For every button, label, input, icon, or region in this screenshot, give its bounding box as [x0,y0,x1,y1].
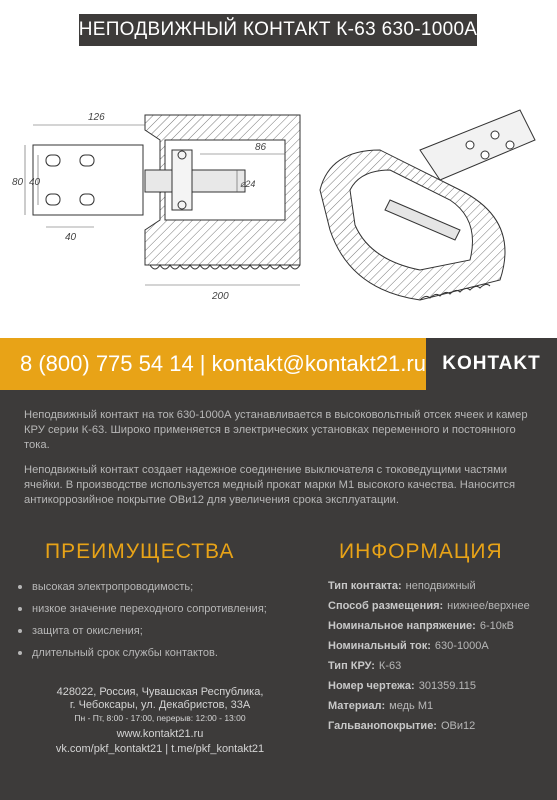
dim-126: 126 [88,112,105,123]
info-row: Тип контакта: неподвижный [328,580,476,592]
info-row: Материал: медь М1 [328,700,434,712]
working-hours: Пн - Пт, 8:00 - 17:00, перерыв: 12:00 - 13:00 [74,713,246,723]
dim-24: ⌀24 [240,179,256,189]
website-link[interactable]: www.kontakt21.ru [116,728,204,740]
contact-banner [0,338,557,390]
info-row: Номер чертежа: 301359.115 [328,680,477,692]
list-item: длительный срок службы контактов. [18,642,267,664]
bullet-icon [18,585,22,589]
info-row: Тип КРУ: К-63 [328,660,402,672]
info-row: Гальванопокрытие: ОВи12 [328,720,476,732]
list-item: защита от окисления; [18,620,267,642]
page-title: НЕПОДВИЖНЫЙ КОНТАКТ К-63 630-1000А [79,14,477,46]
technical-drawing [0,90,557,330]
info-row: Номинальный ток: 630-1000А [328,640,489,652]
advantages-list [18,576,267,664]
bullet-icon [18,629,22,633]
description [24,408,539,508]
web-links [0,727,320,757]
info-row: Номинальное напряжение: 6-10кВ [328,620,514,632]
address-line-1: 428022, Россия, Чувашская Республика, [56,686,264,698]
info-row: Способ размещения: нижнее/верхнее [328,600,530,612]
information-list [328,576,530,736]
dim-200: 200 [212,291,229,302]
dim-80: 80 [12,177,24,188]
bullet-icon [18,607,22,611]
information-heading: ИНФОРМАЦИЯ [339,540,503,563]
dim-40-horizontal: 40 [65,232,77,243]
dim-86: 86 [255,142,267,153]
dim-40-vertical: 40 [29,177,41,188]
section-view [33,115,300,269]
list-item: высокая электропроводимость; [18,576,267,598]
isometric-view [320,110,535,300]
address-line-2: г. Чебоксары, ул. Декабристов, 33А [69,699,251,711]
company-logo: KOHTAKT [426,338,557,390]
list-item: низкое значение переходного сопротивления; [18,598,267,620]
advantages-heading: ПРЕИМУЩЕСТВА [45,540,235,563]
address-block [0,686,320,725]
phone-email[interactable]: 8 (800) 775 54 14 | kontakt@kontakt21.ru [20,351,426,376]
info-panel [0,390,557,800]
description-paragraph-1: Неподвижный контакт на ток 630-1000А устанавливается в высоковольтный отсек ячеек и камер КРУ серии К-63. Широко применяется в электрических установках переменного и постоянного тока. [24,409,528,451]
bullet-icon [18,651,22,655]
description-paragraph-2: Неподвижный контакт создает надежное соединение выключателя с токоведущими частями ячейки. В производстве используется медный прокат марки М1 высокого качества. Наносится антикоррозийное покрытие ОВи12 для увеличения срока эксплуатации. [24,464,515,506]
social-links[interactable]: vk.com/pkf_kontakt21 | t.me/pkf_kontakt21 [55,743,265,755]
